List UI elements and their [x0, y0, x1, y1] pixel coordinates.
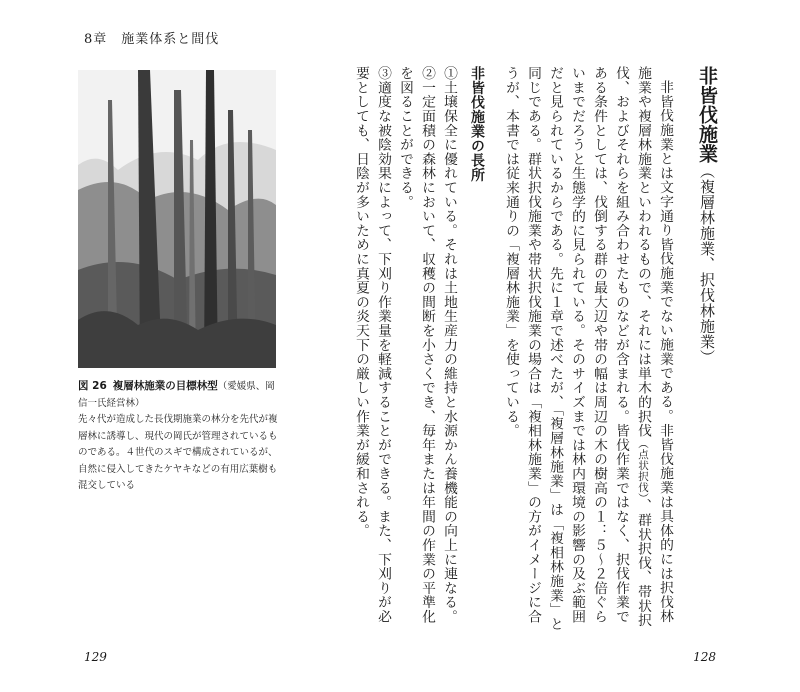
paragraph-1-part-b: 、群状択伐、帯状択伐、およびそれらを組み合わせたものなどが含まれる。皆伐作業ではなく、択伐作業である条件としては、伐倒する群の最大辺や帯の幅は周辺の木の樹高の１：５〜２倍ぐらいまでだろうと生態学的に見られている。そのサイズまでは林内環境の影響の及ぶ範囲だと見られているからである。先に１章で述べたが、「複層林施業」は「複相林施業」と同じである。群状択伐施業や帯状択伐施業の場合は「複相林施業」の方がイメージに合うが、本書では従来通りの「複層林施業」を使っている。: [503, 66, 651, 632]
paragraph-1: [500, 66, 676, 634]
figure-note: （愛媛県、岡信一氏経営林）: [78, 381, 275, 409]
figure-title: [78, 378, 283, 412]
figure-number: 図 26: [78, 380, 107, 392]
tree-trunks-image: [78, 70, 276, 368]
subheading-merits: 非皆伐施業の長所: [469, 66, 485, 182]
vertical-body-text: [350, 66, 718, 634]
merit-item-2: ②一定面積の森林において、収穫の間断を小さくでき、毎年または年間の作業の平準化を図ることができる。: [397, 66, 435, 624]
paragraph-1-part-a: 非皆伐施業とは文字通り皆伐施業でない施業である。非皆伐施業は具体的には択伐林施業や複層林施業といわれるもので、それには単木的択伐: [635, 66, 673, 624]
figure-title-text: 複層林施業の目標林型: [112, 380, 218, 392]
running-head: 8章 施業体系と間伐: [84, 32, 220, 47]
section-heading: [696, 66, 718, 634]
section-heading-sub: （複層林施業、択伐林施業）: [698, 163, 716, 365]
page-number-left: 129: [84, 650, 107, 664]
paragraph-1-note: （点状択伐）: [637, 437, 649, 499]
merit-item-1: ①土壌保全に優れている。それは土地生産力の維持と水源かん養機能の向上に連なる。: [441, 66, 457, 624]
section-heading-main: 非皆伐施業: [696, 66, 718, 164]
merit-item-3: ③適度な被陰効果によって、下刈り作業量を軽減することができる。また、下刈りが必要としても、日陰が多いために真夏の炎天下の厳しい作業が緩和される。: [353, 66, 391, 624]
page-number-right: 128: [693, 650, 716, 664]
figure-caption: 先々代が造成した長伐期施業の林分を先代が複層林に誘導し、現代の岡氏が管理されているものである。４世代のスギで構成されているが、自然に侵入してきたケヤキなどの有用広葉樹も混交している: [78, 414, 278, 491]
forest-photo: [78, 70, 276, 368]
